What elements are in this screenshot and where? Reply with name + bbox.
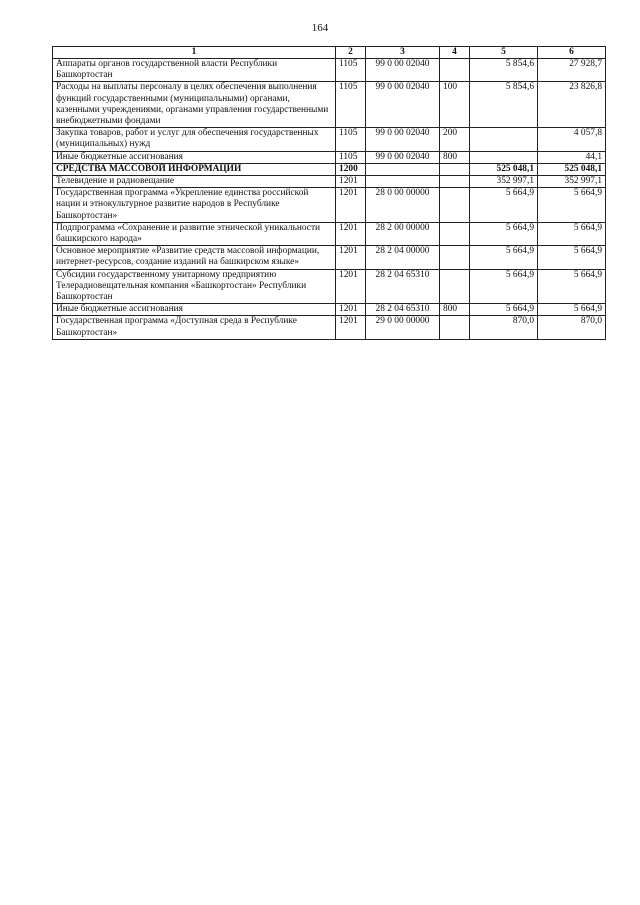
- row-type: 200: [440, 128, 470, 151]
- table-row: [53, 59, 606, 82]
- row-section: 1201: [336, 188, 366, 223]
- row-value-5: [470, 128, 538, 151]
- row-value-5: 525 048,1: [470, 163, 538, 175]
- row-type: [440, 176, 470, 188]
- row-value-5: 5 664,9: [470, 269, 538, 304]
- column-header: 6: [538, 47, 606, 59]
- row-name: Государственная программа «Укрепление единства российской нации и этнокультурное развитие народов в Республике Башкортостан»: [53, 188, 336, 223]
- page-number: 164: [311, 22, 329, 34]
- row-value-5: 5 664,9: [470, 222, 538, 245]
- row-value-6: 4 057,8: [538, 128, 606, 151]
- row-value-5: 5 664,9: [470, 246, 538, 269]
- budget-table: [52, 46, 606, 340]
- row-target: 99 0 00 02040: [366, 59, 440, 82]
- table-row: [53, 188, 606, 223]
- row-target: [366, 176, 440, 188]
- row-section: 1201: [336, 176, 366, 188]
- row-value-6: 27 928,7: [538, 59, 606, 82]
- table-row: [53, 246, 606, 269]
- table-row: [53, 222, 606, 245]
- row-name: Иные бюджетные ассигнования: [53, 304, 336, 316]
- row-type: [440, 222, 470, 245]
- row-value-6: 44,1: [538, 151, 606, 163]
- table-row: [53, 304, 606, 316]
- row-section: 1201: [336, 269, 366, 304]
- row-type: [440, 59, 470, 82]
- row-name: Расходы на выплаты персоналу в целях обеспечения выполнения функций государственными (муниципальными) органами, казенными учреждениями, органами управления государственными внебюджетными фондами: [53, 82, 336, 128]
- row-value-5: 5 854,6: [470, 59, 538, 82]
- row-section: 1105: [336, 128, 366, 151]
- row-target: 28 2 04 00000: [366, 246, 440, 269]
- column-header: 5: [470, 47, 538, 59]
- table-row: [53, 128, 606, 151]
- row-value-6: 23 826,8: [538, 82, 606, 128]
- row-value-5: 352 997,1: [470, 176, 538, 188]
- row-value-5: 5 664,9: [470, 304, 538, 316]
- row-value-6: 5 664,9: [538, 304, 606, 316]
- row-target: [366, 163, 440, 175]
- row-type: 800: [440, 304, 470, 316]
- row-value-5: [470, 151, 538, 163]
- row-target: 99 0 00 02040: [366, 151, 440, 163]
- row-target: 28 0 00 00000: [366, 188, 440, 223]
- table-row: [53, 316, 606, 339]
- row-target: 99 0 00 02040: [366, 128, 440, 151]
- row-type: [440, 269, 470, 304]
- row-value-6: 352 997,1: [538, 176, 606, 188]
- row-value-5: 5 854,6: [470, 82, 538, 128]
- table-row: [53, 269, 606, 304]
- row-target: 29 0 00 00000: [366, 316, 440, 339]
- row-target: 28 2 04 65310: [366, 304, 440, 316]
- row-target: 28 2 00 00000: [366, 222, 440, 245]
- row-name: Телевидение и радиовещание: [53, 176, 336, 188]
- column-header: 4: [440, 47, 470, 59]
- row-value-6: 5 664,9: [538, 246, 606, 269]
- row-type: [440, 188, 470, 223]
- row-value-6: 5 664,9: [538, 188, 606, 223]
- row-name: Государственная программа «Доступная среда в Республике Башкортостан»: [53, 316, 336, 339]
- row-value-5: 5 664,9: [470, 188, 538, 223]
- row-value-5: 870,0: [470, 316, 538, 339]
- row-section: 1201: [336, 316, 366, 339]
- row-type: 800: [440, 151, 470, 163]
- row-name: Аппараты органов государственной власти Республики Башкортостан: [53, 59, 336, 82]
- table-row: [53, 151, 606, 163]
- row-value-6: 870,0: [538, 316, 606, 339]
- row-section: 1201: [336, 222, 366, 245]
- table-row: [53, 82, 606, 128]
- row-value-6: 5 664,9: [538, 222, 606, 245]
- row-name: Закупка товаров, работ и услуг для обеспечения государственных (муниципальных) нужд: [53, 128, 336, 151]
- table-header-row: [53, 47, 606, 59]
- row-type: [440, 316, 470, 339]
- column-header: 3: [366, 47, 440, 59]
- row-target: 28 2 04 65310: [366, 269, 440, 304]
- table-row-section-total: [53, 163, 606, 175]
- row-value-6: 5 664,9: [538, 269, 606, 304]
- row-section: 1105: [336, 59, 366, 82]
- row-name: Иные бюджетные ассигнования: [53, 151, 336, 163]
- row-value-6: 525 048,1: [538, 163, 606, 175]
- row-section: 1201: [336, 246, 366, 269]
- row-section: 1200: [336, 163, 366, 175]
- row-name: СРЕДСТВА МАССОВОЙ ИНФОРМАЦИИ: [53, 163, 336, 175]
- row-target: 99 0 00 02040: [366, 82, 440, 128]
- table-row: [53, 176, 606, 188]
- row-name: Основное мероприятие «Развитие средств массовой информации, интернет-ресурсов, создание изданий на башкирском языке»: [53, 246, 336, 269]
- row-type: [440, 163, 470, 175]
- column-header: 2: [336, 47, 366, 59]
- row-section: 1105: [336, 82, 366, 128]
- row-type: [440, 246, 470, 269]
- row-section: 1105: [336, 151, 366, 163]
- column-header: 1: [53, 47, 336, 59]
- row-type: 100: [440, 82, 470, 128]
- row-name: Подпрограмма «Сохранение и развитие этнической уникальности башкирского народа»: [53, 222, 336, 245]
- row-section: 1201: [336, 304, 366, 316]
- row-name: Субсидии государственному унитарному предприятию Телерадиовещательная компания «Башкортостан» Республики Башкортостан: [53, 269, 336, 304]
